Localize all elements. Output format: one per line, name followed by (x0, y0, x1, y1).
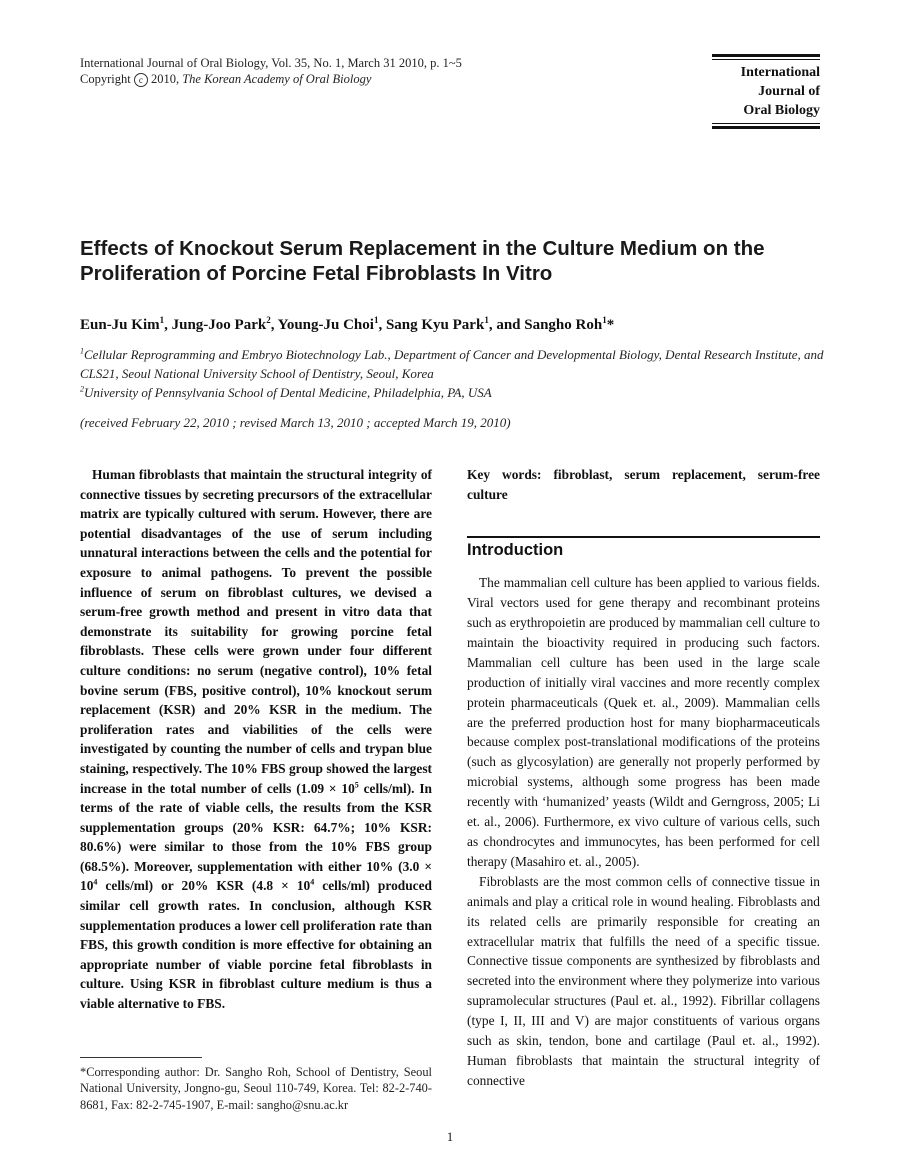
paragraph: The mammalian cell culture has been applied to various fields. Viral vectors used for gene therapy and recombinant proteins such as erythropoietin are produced by mammalian cell culture to maintain the bioactivity required in producing such factors. Mammalian cell culture has been used in the large scale production of initially viral vaccines and more recently complex protein pharmaceuticals (Quek et. al., 2009). Mammalian cells are the preferred production host for many biopharmaceuticals because complex post-translational modifications of the proteins (such as glycosylation) are generally not properly performed by microbial systems, although some progress has been made recently with ‘humanized’ yeasts (Wildt and Gerngross, 2005; Li et. al., 2006). Furthermore, ex vivo culture of various cells, such as chondrocytes and immunocytes, has been performed for cell therapy (Masahiro et. al., 2005). (467, 575, 820, 869)
author: Sang Kyu Park$^1$, and (385, 315, 525, 333)
logo-line: International (740, 65, 820, 80)
left-column (80, 465, 432, 1113)
affiliation: $^1$Cellular Reprogramming and Embryo Biotechnology Lab., Department of Cancer and Developmental Biology, Dental Research Institute, and CLS21, Seoul National University School of Dentistry, Seoul, Korea (80, 346, 824, 381)
author: Young-Ju Choi$^1$, (277, 315, 386, 333)
copyright-label: Copyright (80, 72, 131, 86)
affiliations (80, 345, 830, 402)
author: Jung-Joo Park$^2$, (171, 315, 278, 333)
citation-line: International Journal of Oral Biology, Vol. 35, No. 1, March 31 2010, p. 1~5 (80, 56, 462, 70)
logo-rule (712, 123, 820, 129)
introduction-body (467, 573, 820, 1091)
logo-line: Journal of (758, 84, 820, 99)
author-list (80, 316, 840, 334)
journal-citation-header (80, 55, 680, 87)
section-heading-introduction: Introduction (467, 541, 564, 560)
received-dates: (received February 22, 2010 ; revised March 13, 2010 ; accepted March 19, 2010) (80, 415, 511, 430)
logo-line: Oral Biology (743, 103, 820, 118)
footnote-divider (80, 1057, 202, 1058)
two-column-body (80, 465, 840, 1113)
author: Eun-Ju Kim$^1$, (80, 315, 172, 333)
corresponding-author-footnote: *Corresponding author: Dr. Sangho Roh, School of Dentistry, Seoul National University, Jongno-gu, Seoul 110-749, Korea. Tel: 82-2-740-8681, Fax: 82-2-745-1907, E-mail: sangho@snu.ac.kr (80, 1064, 432, 1112)
journal-logo (712, 54, 820, 129)
abstract: Human fibroblasts that maintain the structural integrity of connective tissues by secreting precursors of the extracellular matrix are typically cultured with serum. However, there are potential disadvantages of the use of serum including unnatural interactions between the cells and the potential for exposure to animal pathogens. To prevent the possible influence of serum on fibroblast cultures, we devised a serum-free growth method and present in vitro data that demonstrate its suitability for growing porcine fetal fibroblasts. These cells were grown under four different culture conditions: no serum (negative control), 10% fetal bovine serum (FBS, positive control), 10% knockout serum replacement (KSR) and 20% KSR in the medium. The proliferation rates and viabilities of the cells were investigated by counting the number of cells and trypan blue staining, respectively. The 10% FBS group showed the largest increase in the total number of cells ($1.09 \times 10^5$ cells/ml). In terms of the rate of viable cells, the results from the KSR supplementation groups (20% KSR: 64.7%; 10% KSR: 80.6%) were similar to those from the 10% FBS group (68.5%). Moreover, supplementation with either 10% ($3.0 \times 10^4$ cells/ml) or 20% KSR ($4.8 \times 10^4$ cells/ml) produced similar cell growth rates. In conclusion, although KSR supplementation produces a lower cell proliferation rate than FBS, this growth condition is more effective for obtaining an appropriate number of viable porcine fetal fibroblasts in culture. Using KSR in fibroblast culture medium is thus a viable alternative to FBS. (80, 467, 433, 1012)
affiliation: $^2$University of Pennsylvania School of Dental Medicine, Philadelphia, PA, USA (80, 384, 492, 400)
author: Sangho Roh$^1$* (524, 315, 615, 333)
logo-rule (712, 54, 820, 60)
copyright-year: 2010, (150, 72, 180, 86)
paper-title: Effects of Knockout Serum Replacement in the Culture Medium on the Proliferation of Porcine Fetal Fibroblasts In Vitro (80, 237, 765, 285)
article-body (80, 236, 840, 1165)
right-column (467, 465, 820, 1091)
keywords: Key words: fibroblast, serum replacement, serum-free culture (467, 467, 820, 502)
copyright-holder: The Korean Academy of Oral Biology (182, 72, 372, 86)
copyright-icon: c (134, 73, 148, 87)
paragraph: Fibroblasts are the most common cells of connective tissue in animals and play a critical role in wound healing. Fibroblasts and its related cells are primarily responsible for creating an extracellular matrix that fulfills the need of a specific tissue. Connective tissue components are synthesized by fibroblasts and secreted into the environment where they polymerize into various supramolecular structures (Paul et. al., 1992). Fibrillar collagens (type I, II, III and V) are major constituents of various organs such as skin, tendon, bone and cartilage (Paul et. al., 1992). Human fibroblasts that maintain the structural integrity of connective (467, 873, 820, 1088)
page-number: 1 (446, 1130, 454, 1145)
section-divider (467, 536, 820, 538)
copyright-line (80, 71, 680, 87)
